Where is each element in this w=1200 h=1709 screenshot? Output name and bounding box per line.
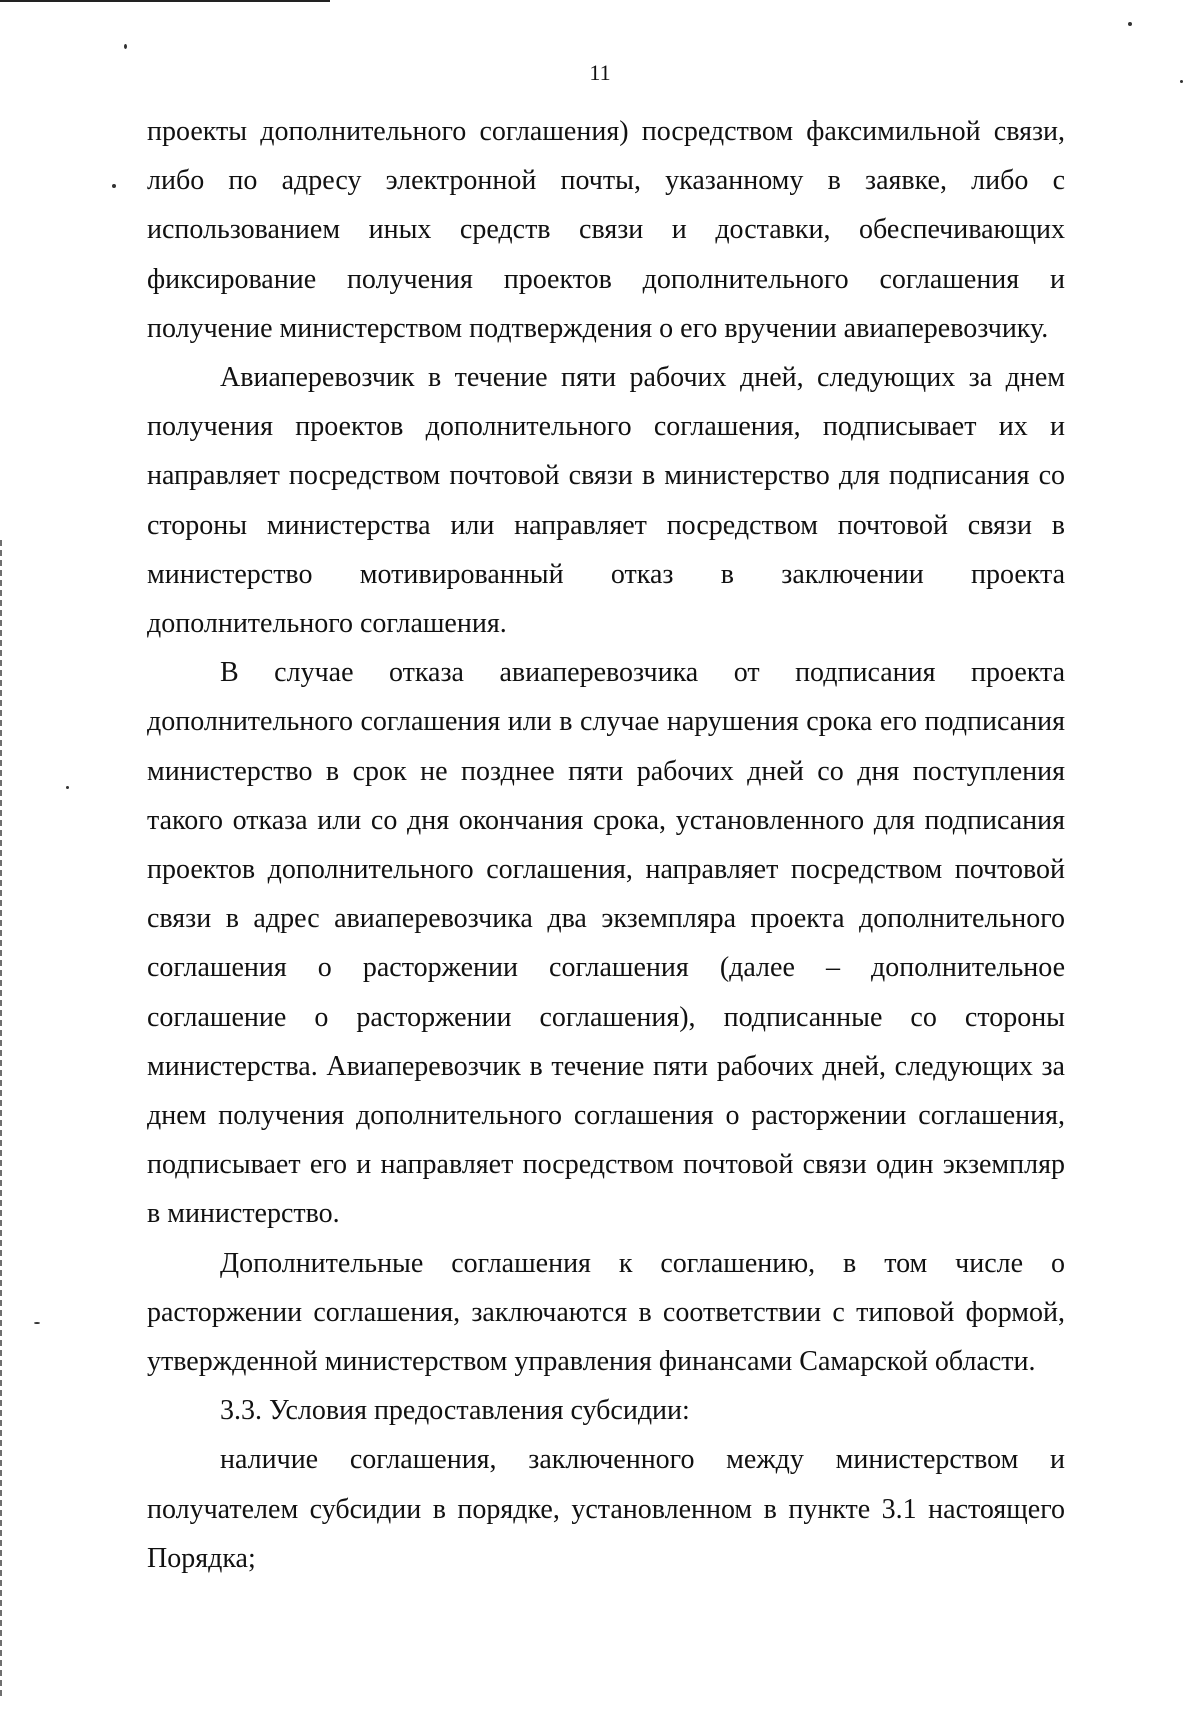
paragraph-fax-delivery: проекты дополнительного соглашения) посредством факсимильной связи, либо по адресу электронной почты, указанному в заявке, либо с использованием иных средств связи и доставки, обеспечивающих фиксирование получения проектов дополнительного соглашения и получение министерством подтверждения о его вручении авиаперевозчику.: [147, 116, 1065, 344]
section-heading-3-3: 3.3. Условия предоставления субсидии:: [220, 1395, 690, 1427]
document-body: [147, 107, 1065, 1583]
scan-speck: [112, 184, 116, 188]
page-number: 11: [589, 60, 611, 85]
paragraph-condition-agreement: наличие соглашения, заключенного между министерством и получателем субсидии в порядке, установленном в пункте 3.1 настоящего Порядка;: [147, 1444, 1065, 1574]
scan-left-edge: [0, 540, 2, 1700]
scan-speck: [66, 786, 69, 789]
paragraph-carrier-signing: Авиаперевозчик в течение пяти рабочих дней, следующих за днем получения проектов дополнительного соглашения, подписывает их и направляет посредством почтовой связи в министерство для подписания со стороны министерства или направляет посредством почтовой связи в министерство мотивированный отказ в заключении проекта дополнительного соглашения.: [147, 362, 1065, 640]
paragraph-refusal-termination: В случае отказа авиаперевозчика от подписания проекта дополнительного соглашения или в случае нарушения срока его подписания министерство в срок не позднее пяти рабочих дней со дня поступления такого отказа или со дня окончания срока, установленного для подписания проектов дополнительного соглашения, направляет посредством почтовой связи в адрес авиаперевозчика два экземпляра проекта дополнительного соглашения о расторжении соглашения (далее – дополнительное соглашение о расторжении соглашения), подписанные со стороны министерства. Авиаперевозчик в течение пяти рабочих дней, следующих за днем получения дополнительного соглашения о расторжении соглашения, подписывает его и направляет посредством почтовой связи один экземпляр в министерство.: [147, 657, 1065, 1230]
scan-top-rule: [0, 0, 330, 2]
scan-speck: [124, 44, 127, 49]
scan-speck: [34, 1322, 40, 1324]
scan-speck: [1128, 22, 1132, 26]
paragraph-standard-form: Дополнительные соглашения к соглашению, в том числе о расторжении соглашения, заключаются в соответствии с типовой формой, утвержденной министерством управления финансами Самарской области.: [147, 1247, 1065, 1378]
